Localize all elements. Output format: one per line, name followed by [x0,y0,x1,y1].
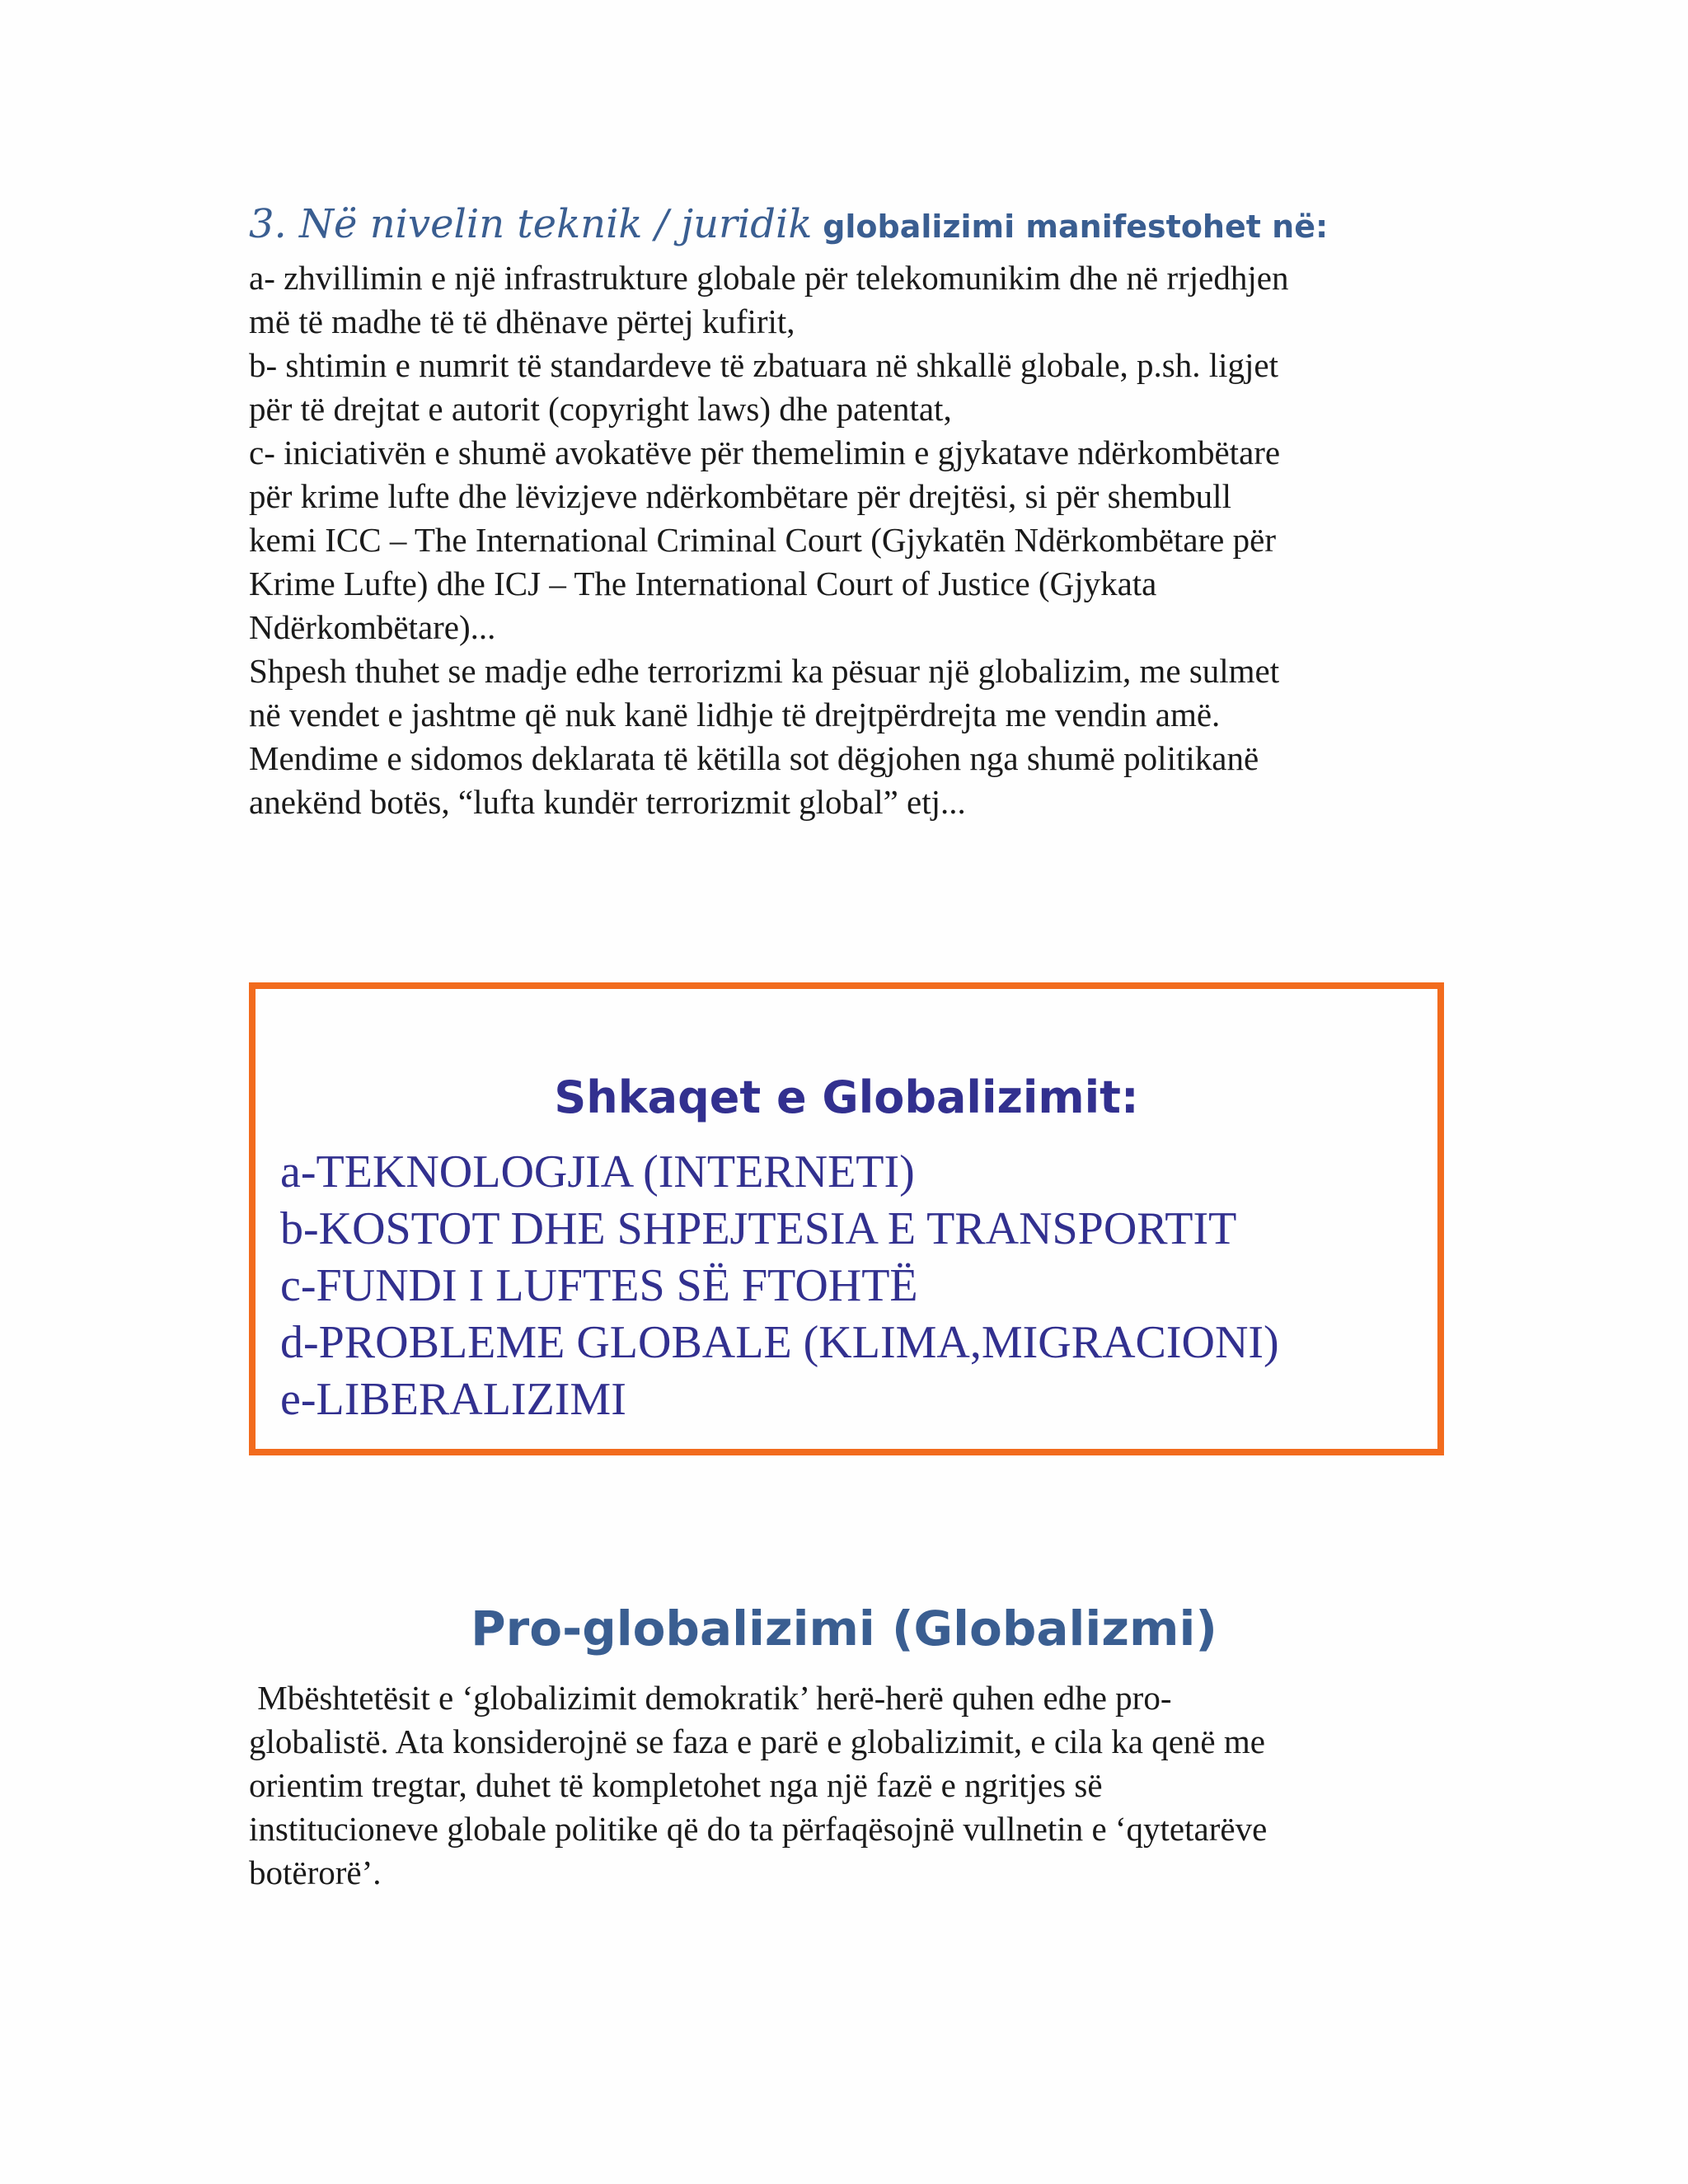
body-line: orientim tregtar, duhet të kompletohet nga një fazë e ngritjes së [249,1766,1103,1804]
body-line: Krime Lufte) dhe ICJ – The International Court of Justice (Gjykata [249,565,1157,602]
pro-globalization-title: Pro-globalizimi (Globalizmi) [471,1601,1217,1657]
body-line: për të drejtat e autorit (copyright laws) dhe patentat, [249,390,952,428]
body-line: b- shtimin e numrit të standardeve të zbatuara në shkallë globale, p.sh. ligjet [249,346,1278,384]
section-body [249,256,1469,824]
body-line: Mendime e sidomos deklarata të këtilla sot dëgjohen nga shumë politikanë [249,739,1259,777]
body-line: në vendet e jashtme që nuk kanë lidhje të drejtpërdrejta me vendin amë. [249,696,1221,733]
section-heading-bold: globalizimi manifestohet në: [823,209,1329,245]
body-line: Mbështetësit e ‘globalizimit demokratik’ herë-herë quhen edhe pro- [249,1679,1172,1717]
causes-title: Shkaqet e Globalizimit: [554,1071,1139,1123]
section-heading-italic: 3. Në nivelin teknik / juridik [249,201,813,247]
body-line: për krime lufte dhe lëvizjeve ndërkombëtare për drejtësi, si për shembull [249,477,1231,515]
pro-globalization-body [249,1676,1452,1895]
cause-item: b-KOSTOT DHE SHPEJTESIA E TRANSPORTIT [280,1203,1237,1254]
body-line: anekënd botës, “lufta kundër terrorizmit global” etj... [249,783,966,821]
section-technical-legal [249,194,1469,824]
body-line: c- iniciativën e shumë avokatëve për themelimin e gjykatave ndërkombëtare [249,434,1281,471]
body-line: globalistë. Ata konsiderojnë se faza e parë e globalizimit, e cila ka qenë me [249,1722,1265,1760]
cause-item: a-TEKNOLOGJIA (INTERNETI) [280,1146,915,1197]
body-line: Ndërkombëtare)... [249,608,496,646]
body-line: institucioneve globale politike që do ta përfaqësojnë vullnetin e ‘qytetarëve [249,1810,1268,1848]
cause-item: e-LIBERALIZIMI [280,1374,626,1425]
section-heading [249,194,1469,256]
causes-box [249,982,1444,1455]
body-line: botërorë’. [249,1854,382,1891]
body-line: Shpesh thuhet se madje edhe terrorizmi ka pësuar një globalizim, me sulmet [249,652,1280,690]
body-line: kemi ICC – The International Criminal Court (Gjykatën Ndërkombëtare për [249,521,1276,559]
body-line: më të madhe të të dhënave përtej kufirit, [249,302,795,340]
cause-item: c-FUNDI I LUFTES SË FTOHTË [280,1260,918,1311]
cause-item: d-PROBLEME GLOBALE (KLIMA,MIGRACIONI) [280,1317,1279,1368]
body-line: a- zhvillimin e një infrastrukture globale për telekomunikim dhe në rrjedhjen [249,259,1289,297]
causes-list [280,1144,1279,1428]
